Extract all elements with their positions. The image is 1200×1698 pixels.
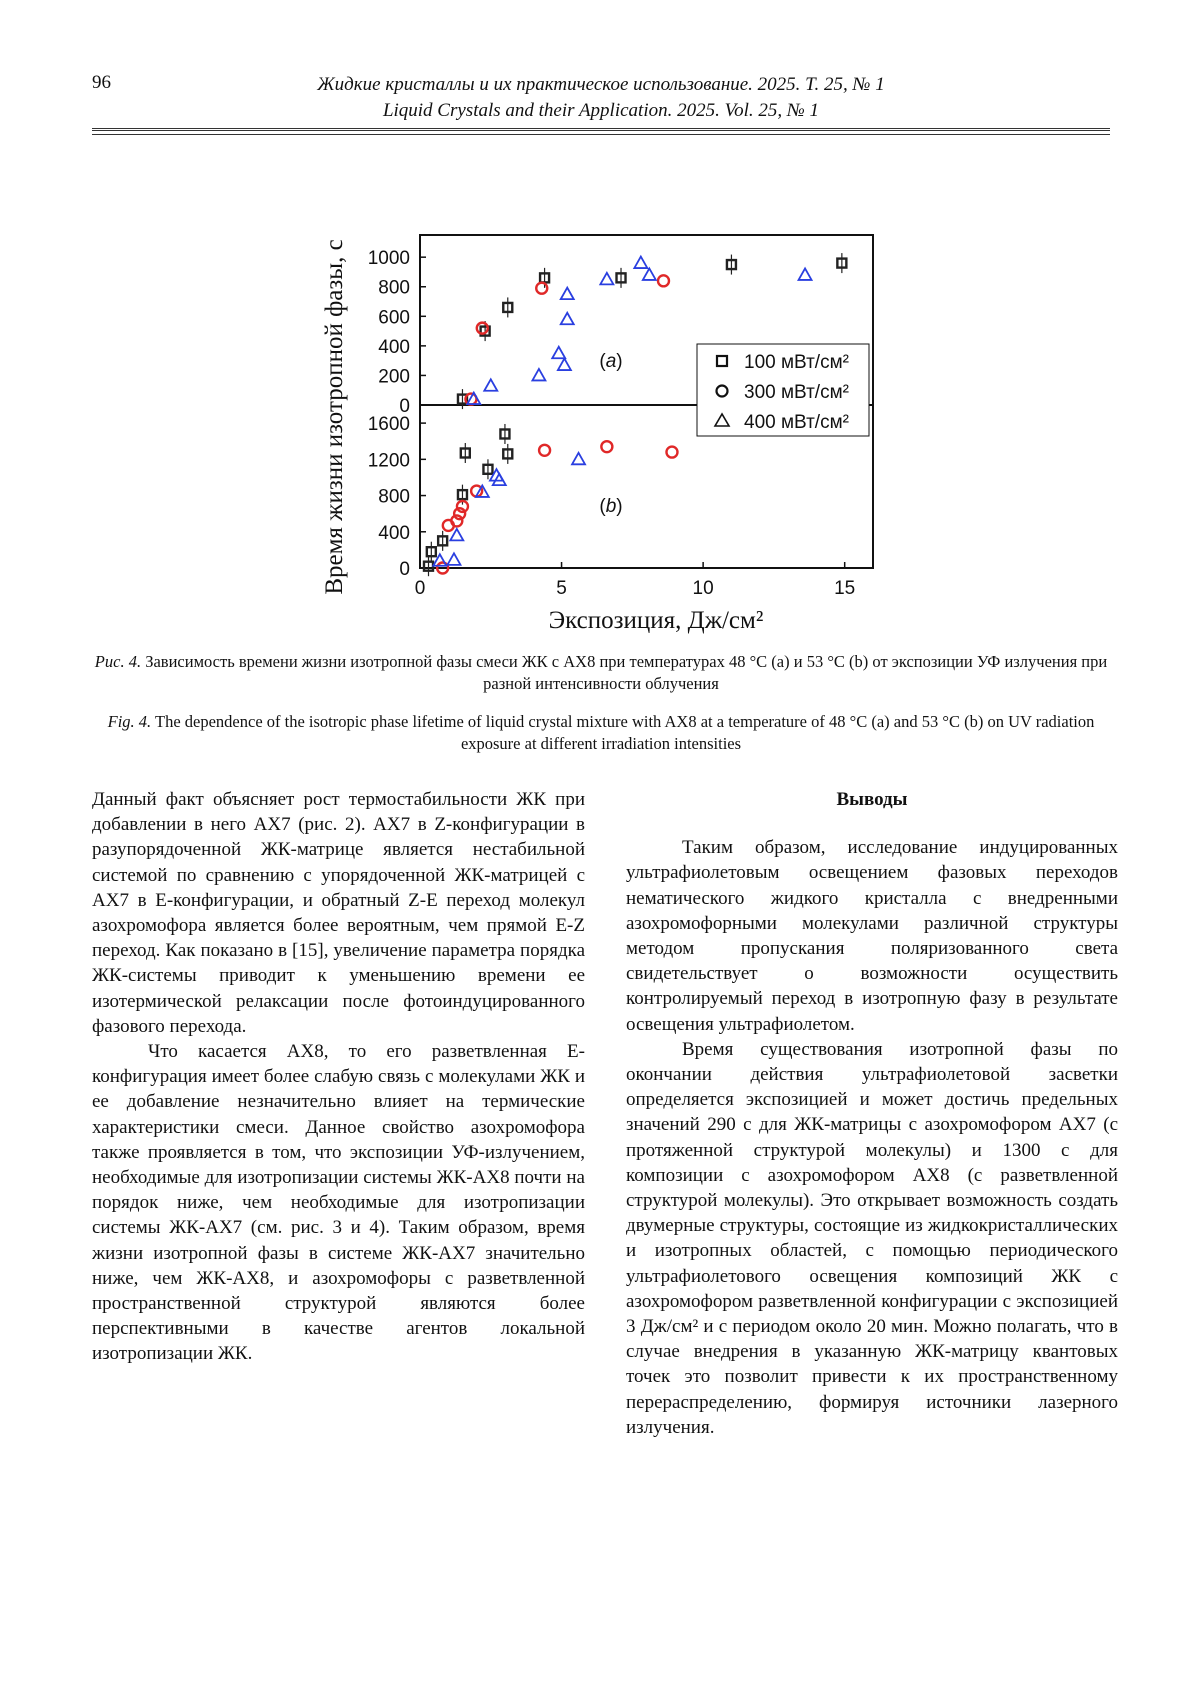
data-point-a [552, 347, 565, 359]
data-point-b [666, 447, 677, 458]
x-tick-label: 10 [692, 578, 714, 599]
left-column [92, 787, 585, 1367]
y-tick-label-a: 400 [378, 336, 410, 358]
data-point-a [600, 273, 613, 285]
right-paragraph-1: Таким образом, исследование индуцированных ультрафиолетовым освещением фазовых переходов нематического жидкого кристалла с внедренными азохромофорными молекулами различной структуры методом пропускания поляризованного света свидетельствует о возможности осуществить контролируемый переход в изотропную фазу в результате освещения ультрафиолетом. [626, 837, 1118, 1035]
data-point-a [799, 268, 812, 280]
section-title-conclusions: Выводы [836, 789, 908, 810]
data-point-b [601, 441, 612, 452]
panel-label-b: (b) [599, 496, 623, 517]
y-tick-label-a: 200 [378, 366, 410, 388]
legend-label: 400 мВт/см² [744, 412, 849, 433]
data-point-a [484, 379, 497, 391]
right-column [626, 787, 1118, 1440]
data-point-a [561, 288, 574, 300]
x-axis-label: Экспозиция, Дж/см² [548, 607, 764, 634]
y-tick-label-b: 1600 [367, 414, 410, 436]
data-point-a [532, 369, 545, 381]
y-tick-label-a: 0 [399, 396, 410, 417]
right-paragraph-2: Время существования изотропной фазы по окончании действия ультрафиолетовой засветки определяется экспозицией и может достичь предельных значений 290 с для ЖК-матрицы с азохромофором АХ7 (с протяженной структурой молекулы) и 1300 с для композиции с азохромофором АХ8 (с разветвленной структурой молекулы). Это открывает возможность создать двумерные структуры, состоящие из жидкокристаллических и изотропных областей, с помощью периодического ультрафиолетового освещения композиций ЖК с азохромофором разветвленной конфигурации с экспозицией 3 Дж/см² и с периодом около 20 мин. Можно полагать, что в случае внедрения в указанную ЖК-матрицу квантовых точек это позволит привести к их пространственному перераспределению, формируя источники лазерного излучения. [626, 1038, 1118, 1438]
data-point-a [643, 268, 656, 280]
left-paragraph-1: Данный факт объясняет рост термостабильности ЖК при добавлении в него АХ7 (рис. 2). АХ7 в Z-конфигурации в разупорядоченной ЖК-матрице является нестабильной системой по сравнению с упорядоченной ЖК-матрицей с АХ7 в Е-конфигурации, и обратный Z-E переход молекул азохромофора является более вероятным, чем прямой E-Z переход. Как показано в [15], увеличение параметра порядка ЖК-системы приводит к уменьшению времени ее изотермической релаксации после фотоиндуцированного фазового перехода. [92, 789, 585, 1037]
x-tick-label: 15 [834, 578, 856, 599]
y-tick-label-a: 800 [378, 277, 410, 299]
data-point-a [536, 283, 547, 294]
panel-label-a: (a) [599, 351, 623, 372]
legend-label: 100 мВт/см² [744, 352, 849, 373]
x-tick-label: 0 [414, 578, 426, 599]
y-tick-label-b: 0 [399, 559, 410, 580]
journal-title-en: Liquid Crystals and their Application. 2025. Vol. 25, № 1 [382, 100, 820, 121]
data-point-b [447, 553, 460, 565]
caption-en-label: Fig. 4. [107, 712, 152, 731]
caption-ru [92, 651, 1110, 695]
left-paragraph-2: Что касается АХ8, то его разветвленная Е-конфигурация имеет более слабую связь с молекулами ЖК и ее добавление незначительно влияет на термические характеристики смеси. Данное свойство азохромофора также проявляется в том, что экспозиции УФ-излучением, необходимые для изотропизации системы ЖК-АХ8 почти на порядок ниже, чем необходимые для изотропизации системы ЖК-АХ7 (см. рис. 3 и 4). Таким образом, время жизни изотропной фазы в системе ЖК-АХ7 значительно ниже, чем ЖК-АХ8, и азохромофоры с разветвленной пространственной структурой являются более перспективными в качестве агентов локальной изотропизации ЖК. [92, 1041, 585, 1365]
caption-en [92, 711, 1110, 755]
data-point-b [493, 474, 506, 486]
caption-ru-text: Зависимость времени жизни изотропной фазы смеси ЖК с АХ8 при температурах 48 °С (a) и 53 °С (b) от экспозиции УФ излучения при разной интенсивности облучения [145, 652, 1108, 693]
data-point-a [658, 275, 669, 286]
y-tick-label-b: 800 [378, 486, 410, 508]
data-point-b [572, 453, 585, 465]
journal-title-ru: Жидкие кристаллы и их практическое использование. 2025. Т. 25, № 1 [317, 74, 885, 95]
y-tick-label-b: 400 [378, 522, 410, 544]
caption-en-text: The dependence of the isotropic phase lifetime of liquid crystal mixture with AX8 at a temperature of 48 °C (a) and 53 °C (b) on UV radiation exposure at different irradiation intensities [155, 712, 1095, 753]
y-axis-label: Время жизни изотропной фазы, с [321, 239, 348, 595]
data-point-b [539, 445, 550, 456]
page-number: 96 [92, 72, 111, 93]
figure-4 [0, 0, 1200, 650]
data-point-a [561, 313, 574, 325]
y-tick-label-b: 1200 [367, 450, 410, 472]
data-point-a [558, 359, 571, 371]
y-tick-label-a: 1000 [367, 248, 410, 270]
data-point-a [477, 323, 488, 334]
x-tick-label: 5 [556, 578, 567, 599]
legend-label: 300 мВт/см² [744, 382, 849, 403]
caption-ru-label: Рис. 4. [94, 652, 142, 671]
data-point-a [634, 257, 647, 269]
y-tick-label-a: 600 [378, 307, 410, 329]
